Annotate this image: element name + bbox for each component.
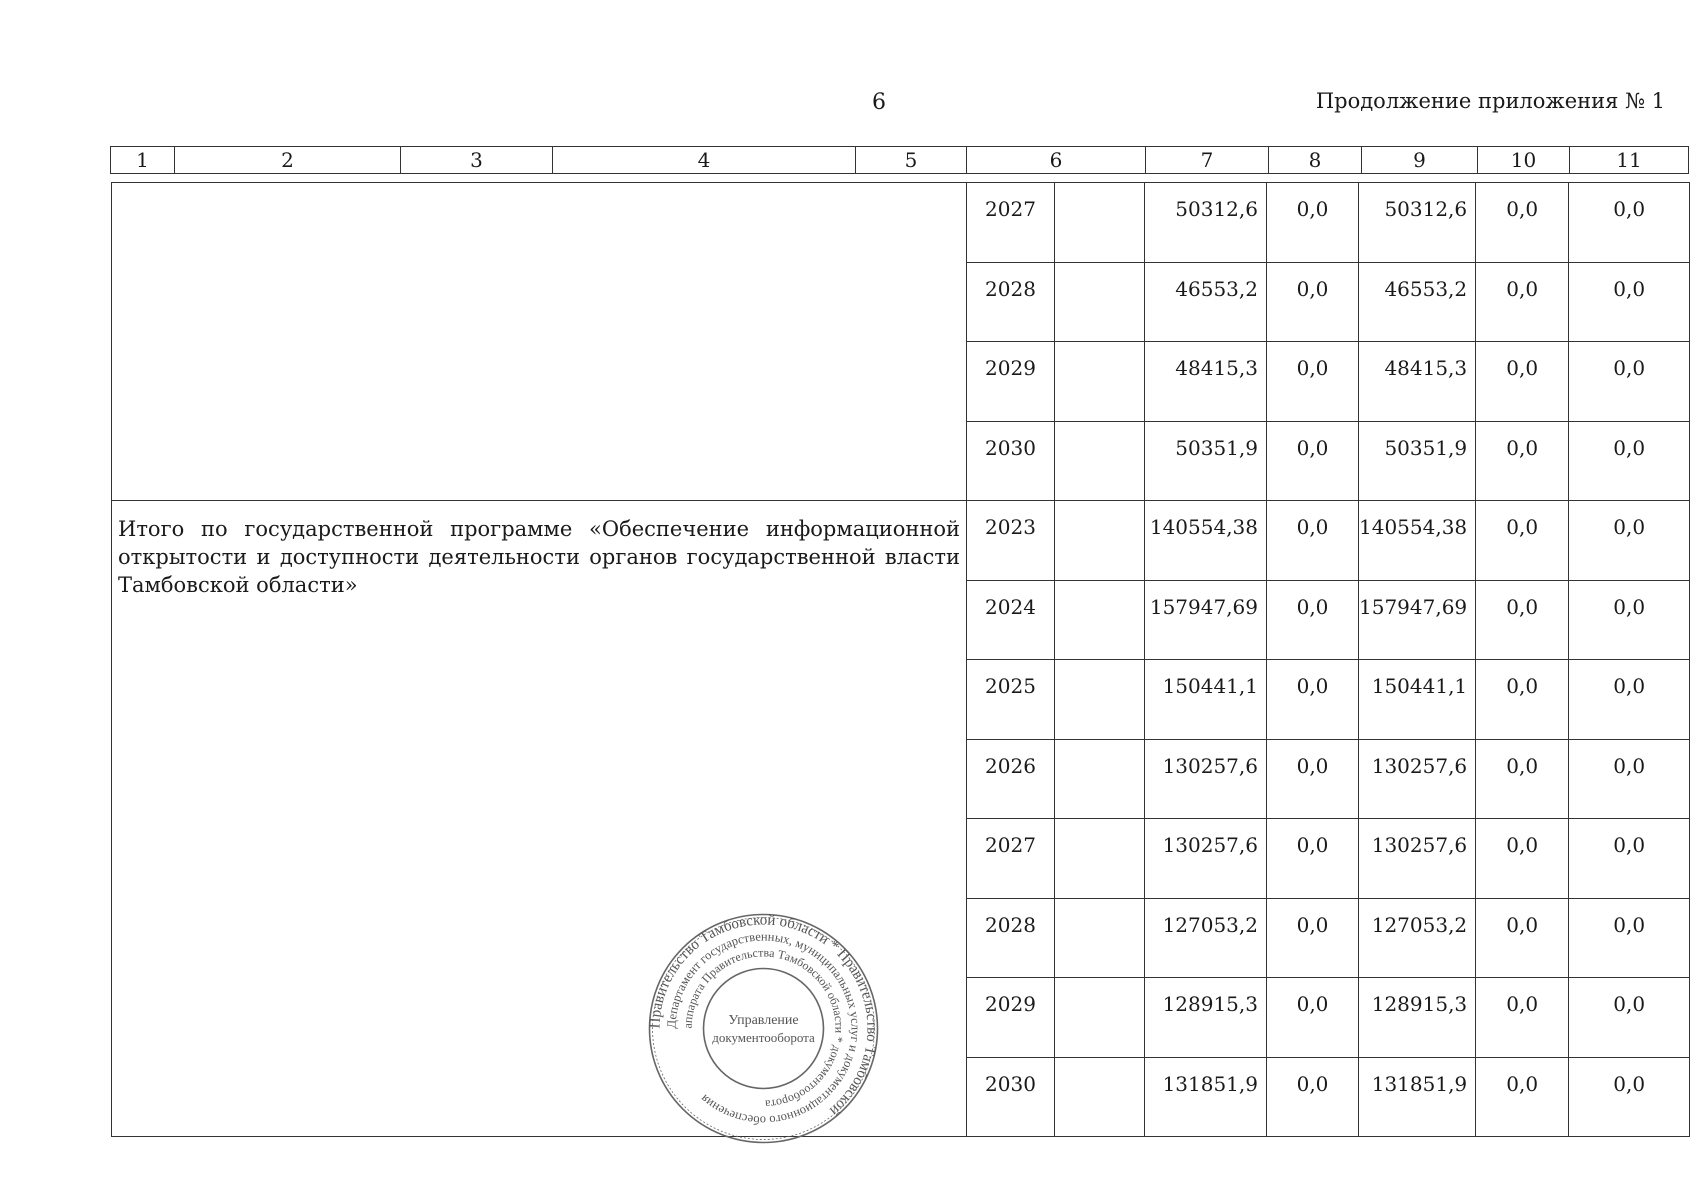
seal-outer-text: Правительство Тамбовской области * Правительство Тамбовской [647, 912, 880, 1119]
value-cell-c10: 0,0 [1476, 183, 1569, 263]
value-cell-c9: 50312,6 [1359, 183, 1476, 263]
value-cell-c8: 0,0 [1267, 421, 1359, 501]
value-cell-c8: 0,0 [1267, 978, 1359, 1058]
year-cell: 2028 [967, 898, 1055, 978]
value-cell-c11: 0,0 [1569, 262, 1690, 342]
value-cell-c10: 0,0 [1476, 898, 1569, 978]
value-cell-c11: 0,0 [1569, 421, 1690, 501]
year-cell: 2025 [967, 660, 1055, 740]
value-cell-c10: 0,0 [1476, 1057, 1569, 1137]
header-col-7: 7 [1146, 147, 1269, 174]
value-cell-c7: 127053,2 [1145, 898, 1267, 978]
seal-inner-ring [704, 969, 824, 1089]
seal-center-line2: документооборота [712, 1030, 815, 1045]
value-cell-c11: 0,0 [1569, 660, 1690, 740]
value-cell-c7: 50312,6 [1145, 183, 1267, 263]
empty-cell [1055, 262, 1145, 342]
value-cell-c9: 130257,6 [1359, 739, 1476, 819]
header-col-6: 6 [967, 147, 1146, 174]
year-cell: 2023 [967, 501, 1055, 581]
value-cell-c11: 0,0 [1569, 501, 1690, 581]
header-col-4: 4 [553, 147, 856, 174]
table-row [112, 183, 1690, 263]
value-cell-c8: 0,0 [1267, 819, 1359, 899]
value-cell-c8: 0,0 [1267, 501, 1359, 581]
value-cell-c9: 131851,9 [1359, 1057, 1476, 1137]
empty-label-cell [112, 183, 967, 501]
total-program-label: Итого по государственной программе «Обеспечение информационной открытости и доступности деятельности органов государственной власти Тамбовской области» [112, 501, 967, 1137]
seal-center-line1: Управление [728, 1013, 799, 1028]
page-number: 6 [872, 90, 886, 115]
empty-cell [1055, 660, 1145, 740]
value-cell-c9: 128915,3 [1359, 978, 1476, 1058]
header-col-10: 10 [1478, 147, 1570, 174]
value-cell-c11: 0,0 [1569, 898, 1690, 978]
value-cell-c11: 0,0 [1569, 580, 1690, 660]
value-cell-c9: 46553,2 [1359, 262, 1476, 342]
value-cell-c9: 140554,38 [1359, 501, 1476, 581]
value-cell-c11: 0,0 [1569, 1057, 1690, 1137]
year-cell: 2029 [967, 978, 1055, 1058]
value-cell-c10: 0,0 [1476, 580, 1569, 660]
empty-cell [1055, 819, 1145, 899]
value-cell-c9: 50351,9 [1359, 421, 1476, 501]
value-cell-c11: 0,0 [1569, 183, 1690, 263]
value-cell-c7: 50351,9 [1145, 421, 1267, 501]
value-cell-c7: 130257,6 [1145, 739, 1267, 819]
seal-graphic [647, 912, 880, 1145]
year-cell: 2026 [967, 739, 1055, 819]
value-cell-c8: 0,0 [1267, 183, 1359, 263]
value-cell-c11: 0,0 [1569, 819, 1690, 899]
year-cell: 2029 [967, 342, 1055, 422]
empty-cell [1055, 1057, 1145, 1137]
empty-cell [1055, 739, 1145, 819]
value-cell-c8: 0,0 [1267, 660, 1359, 740]
value-cell-c10: 0,0 [1476, 501, 1569, 581]
seal-inner-text: аппарата Правительства Тамбовской области * документооборота [680, 945, 847, 1112]
value-cell-c10: 0,0 [1476, 739, 1569, 819]
value-cell-c7: 46553,2 [1145, 262, 1267, 342]
value-cell-c10: 0,0 [1476, 262, 1569, 342]
value-cell-c7: 131851,9 [1145, 1057, 1267, 1137]
value-cell-c10: 0,0 [1476, 819, 1569, 899]
year-cell: 2024 [967, 580, 1055, 660]
official-seal [647, 912, 880, 1145]
header-col-8: 8 [1269, 147, 1362, 174]
empty-cell [1055, 898, 1145, 978]
value-cell-c7: 48415,3 [1145, 342, 1267, 422]
value-cell-c8: 0,0 [1267, 898, 1359, 978]
value-cell-c9: 127053,2 [1359, 898, 1476, 978]
year-cell: 2028 [967, 262, 1055, 342]
value-cell-c10: 0,0 [1476, 660, 1569, 740]
value-cell-c8: 0,0 [1267, 342, 1359, 422]
value-cell-c9: 150441,1 [1359, 660, 1476, 740]
value-cell-c10: 0,0 [1476, 342, 1569, 422]
empty-cell [1055, 580, 1145, 660]
year-cell: 2027 [967, 183, 1055, 263]
year-cell: 2027 [967, 819, 1055, 899]
header-col-5: 5 [856, 147, 967, 174]
header-col-3: 3 [401, 147, 553, 174]
header-col-2: 2 [175, 147, 401, 174]
header-col-11: 11 [1570, 147, 1689, 174]
financing-table [111, 182, 1690, 1137]
value-cell-c11: 0,0 [1569, 978, 1690, 1058]
value-cell-c8: 0,0 [1267, 1057, 1359, 1137]
value-cell-c7: 157947,69 [1145, 580, 1267, 660]
value-cell-c10: 0,0 [1476, 978, 1569, 1058]
value-cell-c11: 0,0 [1569, 739, 1690, 819]
value-cell-c8: 0,0 [1267, 739, 1359, 819]
empty-cell [1055, 978, 1145, 1058]
value-cell-c11: 0,0 [1569, 342, 1690, 422]
table-row [112, 501, 1690, 581]
year-cell: 2030 [967, 421, 1055, 501]
value-cell-c7: 150441,1 [1145, 660, 1267, 740]
value-cell-c7: 140554,38 [1145, 501, 1267, 581]
value-cell-c7: 128915,3 [1145, 978, 1267, 1058]
empty-cell [1055, 342, 1145, 422]
value-cell-c7: 130257,6 [1145, 819, 1267, 899]
empty-cell [1055, 421, 1145, 501]
value-cell-c8: 0,0 [1267, 580, 1359, 660]
header-row [111, 147, 1689, 174]
year-cell: 2030 [967, 1057, 1055, 1137]
appendix-caption: Продолжение приложения № 1 [1315, 89, 1665, 113]
empty-cell [1055, 183, 1145, 263]
column-number-header [110, 146, 1689, 174]
empty-cell [1055, 501, 1145, 581]
value-cell-c10: 0,0 [1476, 421, 1569, 501]
value-cell-c8: 0,0 [1267, 262, 1359, 342]
value-cell-c9: 130257,6 [1359, 819, 1476, 899]
value-cell-c9: 157947,69 [1359, 580, 1476, 660]
seal-middle-text: Департамент государственных, муниципальных услуг и документационного обеспечения [664, 929, 863, 1128]
value-cell-c9: 48415,3 [1359, 342, 1476, 422]
header-col-9: 9 [1362, 147, 1478, 174]
header-col-1: 1 [111, 147, 175, 174]
